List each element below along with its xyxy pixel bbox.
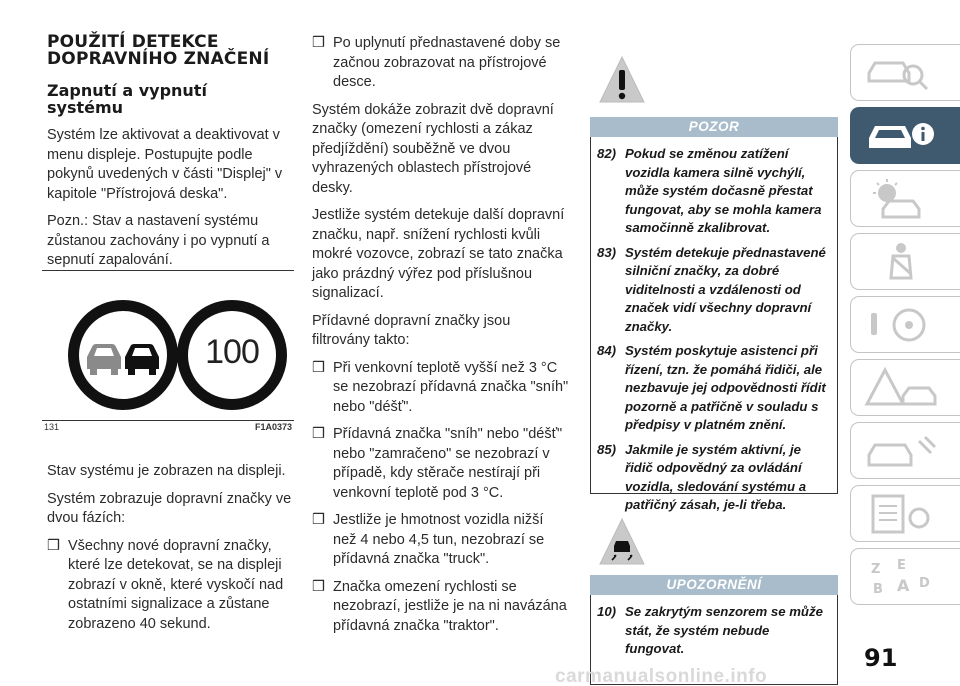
divider — [42, 270, 294, 271]
list-item: ❒ Po uplynutí přednastavené doby se začnou zobrazovat na přístrojové desce. — [312, 35, 561, 90]
left-column — [47, 34, 295, 271]
car-info-icon — [863, 114, 943, 158]
seatbelt-icon — [863, 240, 943, 284]
watermark: carmanualsonline.info — [555, 666, 768, 686]
car-search-icon — [863, 51, 943, 95]
alphabet-index-icon — [863, 555, 943, 599]
notice-banner: UPOZORNĚNÍ — [590, 575, 838, 595]
paragraph: Stav systému je zobrazen na displeji. — [47, 463, 286, 479]
steering-wheel-icon — [863, 303, 943, 347]
svg-text:A: A — [897, 576, 910, 595]
warning-item: 84) Systém poskytuje asistenci při řízení, tzn. že pomáhá řidiči, ale nezbavuje jej odpovědnosti řídit pozorně a patřičně v souladu s předpisy v platném znění. — [597, 343, 826, 432]
warning-item: 82) Pokud se změnou zatížení vozidla kamera silně vychýlí, může systém dočasně přestat fungovat, aby se mohla kamera samočinně zkalibrovat. — [597, 146, 822, 235]
warning-item: 85) Jakmile je systém aktivní, je řidič odpovědný za ovládání vozidla, sledování systému a patřičný zásah, je-li třeba. — [597, 441, 807, 512]
tab-safety[interactable] — [850, 233, 960, 290]
svg-text:B: B — [873, 582, 883, 597]
subtitle-line-1: Zapnutí a vypnutí — [47, 81, 207, 100]
paragraph: Pozn.: Stav a nastavení systému zůstanou zachovány i po vypnutí a sepnutí zapalování. — [47, 213, 270, 268]
tab-lights[interactable] — [850, 170, 960, 227]
right-column — [590, 44, 838, 685]
paragraph: Systém lze aktivovat a deaktivovat v menu displeje. Postupujte podle pokynů uvedených v části "Displej" v kapitole "Přístrojová deska". — [47, 127, 283, 202]
tab-maintenance[interactable] — [850, 422, 960, 479]
warning-item: 83) Systém detekuje přednastavené silniční značky, za dobré viditelnosti a vzdálenosti od značek vidí všechny dopravní značky. — [597, 244, 826, 334]
two-cars-icon — [79, 311, 167, 399]
car-service-icon — [863, 429, 943, 473]
list-item: ❒ Všechny nové dopravní značky, které lze detekovat, se na displeji zobrazí v okně, které vyskočí nad ostatními signalizace a zůstane zobrazeno 40 sekund. — [47, 537, 284, 632]
divider — [42, 420, 294, 421]
figure-number: 131 — [44, 422, 60, 432]
left-column-lower — [47, 462, 295, 634]
bullet-box: ❒ — [312, 35, 325, 51]
title-line-1: POUŽITÍ DETEKCE — [47, 32, 219, 52]
bullet-box: ❒ — [312, 359, 325, 376]
svg-text:Z: Z — [871, 562, 881, 577]
warning-car-icon — [863, 366, 943, 410]
speed-limit-sign — [177, 300, 287, 410]
no-overtaking-sign — [68, 300, 178, 410]
bullet-box: ❒ — [47, 537, 60, 554]
list-item: ❒ Značka omezení rychlosti se nezobrazí, jestliže je na ni navázána přídavná značka "traktor". — [312, 578, 567, 634]
section-title — [47, 34, 295, 68]
warning-triangle-icon — [598, 54, 646, 106]
paragraph: Systém zobrazuje dopravní značky ve dvou fázích: — [47, 490, 292, 526]
tab-starting-driving[interactable] — [850, 296, 960, 353]
speed-limit-value: 100 — [205, 333, 259, 371]
chapter-tabs — [850, 44, 960, 611]
middle-column — [312, 34, 570, 636]
paragraph: Systém dokáže zobrazit dvě dopravní značky (omezení rychlosti a zákaz předjíždění) souběžně ve dvou vyhrazených oblastech přístrojové desky. — [312, 101, 554, 196]
tab-emergency[interactable] — [850, 359, 960, 416]
svg-text:E: E — [897, 558, 906, 573]
bullet-box: ❒ — [312, 512, 325, 528]
bullet-box: ❒ — [312, 578, 325, 595]
figure-traffic-signs — [42, 270, 294, 440]
slippery-road-triangle-icon — [598, 516, 646, 568]
bullet-box: ❒ — [312, 426, 325, 442]
paragraph: Jestliže systém detekuje další dopravní značku, např. snížení rychlosti kvůli mokré vozovce, zobrazí se tato značka jako prázdný výřez pod příslušnou signalizací. — [312, 207, 565, 301]
figure-code: F1A0373 — [254, 422, 292, 432]
list-item: ❒ Jestliže je hmotnost vozidla nižší než 4 nebo 4,5 tun, nezobrazí se přídavná značka "truck". — [312, 512, 545, 567]
warning-box — [590, 137, 838, 512]
notice-item: 10) Se zakrytým senzorem se může stát, že systém nebude fungovat. — [597, 604, 823, 656]
list-item: ❒ Přídavná značka "sníh" nebo "déšť" nebo "zamračeno" se nezobrazí v případě, kdy stěrače nestírají při venkovní teplotě pod 3 °C. — [312, 426, 563, 501]
page-number: 91 — [864, 644, 898, 672]
data-sheet-icon — [863, 492, 943, 536]
tab-car-knowledge[interactable] — [850, 44, 960, 101]
svg-text:D: D — [919, 576, 930, 591]
tab-technical-data[interactable] — [850, 485, 960, 542]
paragraph: Přídavné dopravní značky jsou filtrovány takto: — [312, 312, 511, 348]
subtitle-line-2: systému — [47, 98, 124, 117]
tab-car-info[interactable] — [850, 107, 960, 164]
title-line-2: DOPRAVNÍHO ZNAČENÍ — [47, 49, 270, 69]
sun-car-icon — [863, 177, 943, 221]
warning-banner: POZOR — [590, 117, 838, 137]
subsection-title — [47, 82, 295, 116]
list-item: ❒ Při venkovní teplotě vyšší než 3 °C se nezobrazí přídavná značka "sníh" nebo "déšť". — [312, 359, 569, 415]
tab-index[interactable] — [850, 548, 960, 605]
